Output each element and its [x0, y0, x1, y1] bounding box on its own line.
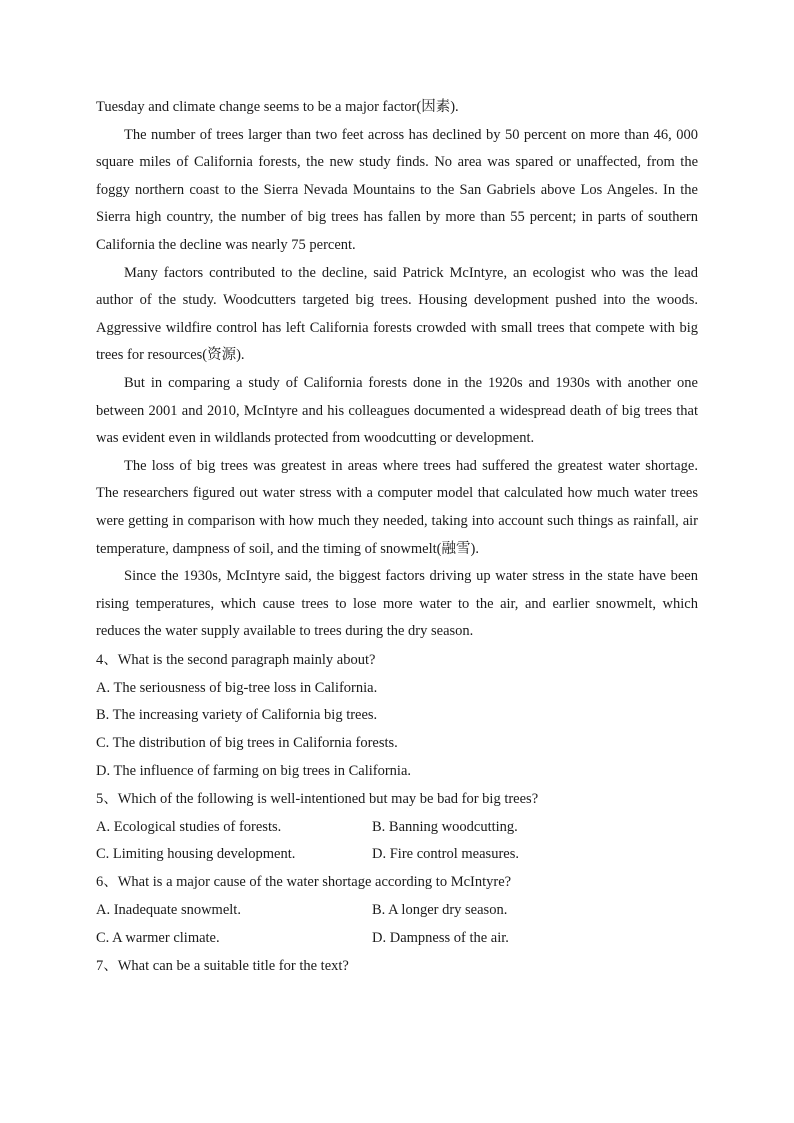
question-list: [96, 647, 698, 981]
question-6-stem: 6、What is a major cause of the water shortage according to McIntyre?: [96, 874, 512, 891]
question-4-option-d: D. The influence of farming on big trees in California.: [96, 763, 412, 780]
question-5-options-row-2: [96, 841, 698, 869]
question-6-option-a: A. Inadequate snowmelt.: [96, 902, 241, 919]
question-5-stem: 5、Which of the following is well-intentioned but may be bad for big trees?: [96, 790, 539, 807]
question-7: [96, 953, 698, 981]
question-6-options-row-2: [96, 925, 698, 953]
question-6-option-c: C. A warmer climate.: [96, 929, 220, 946]
passage-paragraph-5: The loss of big trees was greatest in areas where trees had suffered the greatest water shortage. The researchers figured out water stress with a computer model that calculated how much water trees were getting in comparison with how much they needed, taking into account such things as rainfall, air temperature, dampness of soil, and the timing of snowmelt(融雪).: [96, 457, 698, 557]
question-6: [96, 869, 698, 952]
question-4-stem: 4、What is the second paragraph mainly about?: [96, 651, 376, 668]
question-4-option-c: C. The distribution of big trees in California forests.: [96, 735, 398, 752]
reading-passage: [96, 94, 698, 646]
question-5-options-row-1: [96, 814, 698, 842]
question-6-options-row-1: [96, 897, 698, 925]
passage-paragraph-6: Since the 1930s, McIntyre said, the biggest factors driving up water stress in the state have been rising temperatures, which cause trees to lose more water to the air, and earlier snowmelt, which reduces the water supply available to trees during the dry season.: [96, 568, 698, 640]
passage-paragraph-2: The number of trees larger than two feet across has declined by 50 percent on more than 46, 000 square miles of California forests, the new study finds. No area was spared or unaffected, from the foggy northern coast to the Sierra Nevada Mountains to the San Gabriels above Los Angeles. In the Sierra high country, the number of big trees has fallen by more than 55 percent; in parts of southern California the decline was nearly 75 percent.: [96, 126, 698, 253]
passage-paragraph-3: Many factors contributed to the decline, said Patrick McIntyre, an ecologist who was the lead author of the study. Woodcutters targeted big trees. Housing development pushed into the woods. Aggressive wildfire control has left California forests crowded with small trees that compete with big trees for resources(资源).: [96, 264, 698, 364]
question-5: [96, 786, 698, 869]
passage-paragraph-continuation: Tuesday and climate change seems to be a major factor(因素).: [96, 99, 459, 115]
question-7-stem: 7、What can be a suitable title for the text?: [96, 957, 349, 974]
question-4-option-a: A. The seriousness of big-tree loss in California.: [96, 679, 378, 696]
question-4-option-b: B. The increasing variety of California big trees.: [96, 707, 378, 724]
passage-paragraph-4: But in comparing a study of California forests done in the 1920s and 1930s with another one between 2001 and 2010, McIntyre and his colleagues documented a widespread death of big trees that was evident even in wildlands protected from woodcutting or development.: [96, 374, 698, 447]
document-page: [96, 94, 698, 980]
question-6-option-d: D. Dampness of the air.: [372, 929, 509, 946]
question-5-option-b: B. Banning woodcutting.: [372, 818, 518, 835]
question-5-option-c: C. Limiting housing development.: [96, 846, 296, 863]
question-4: [96, 647, 698, 786]
question-5-option-a: A. Ecological studies of forests.: [96, 818, 282, 835]
question-5-option-d: D. Fire control measures.: [372, 846, 519, 863]
question-6-option-b: B. A longer dry season.: [372, 902, 508, 919]
